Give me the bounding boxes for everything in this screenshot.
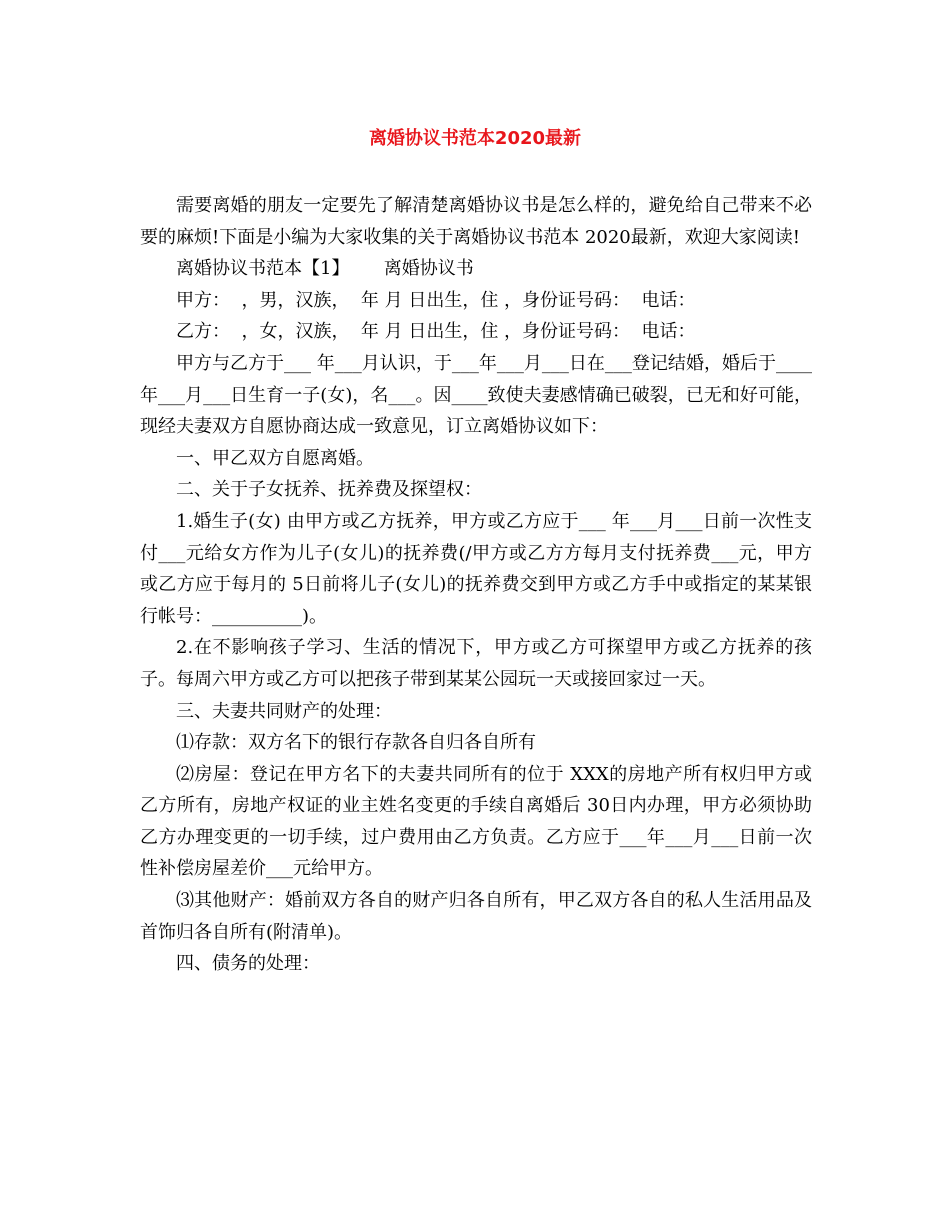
party-b-line: 乙方： ，女，汉族， 年 月 日出生，住 ，身份证号码： 电话： [176,321,696,343]
clause-3-other-property: ⑶其他财产：婚前双方各自的财产归各自所有，甲乙双方各自的私人生活用品及首饰归各自所有(附清单)。 [140,890,812,943]
marriage-background-paragraph: 甲方与乙方于___ 年___月认识，于___年___月___日在___登记结婚，婚后于____年___月___日生育一子(女)，名___。因____致使夫妻感情确已破裂，已无和好可能，现经夫妻双方自愿协商达成一致意见，订立离婚协议如下： [140,352,812,438]
document-title: 离婚协议书范本2020最新 [368,128,582,149]
clause-3-house: ⑵房屋：登记在甲方名下的夫妻共同所有的位于 XXX的房地产所有权归甲方或乙方所有，房地产权证的业主姓名变更的手续自离婚后 30日内办理，甲方必须协助乙方办理变更的一切手续，过户费用由乙方负责。乙方应于___年___月___日前一次性补偿房屋差价___元给甲方。 [140,763,812,880]
sample-heading: 离婚协议书范本【1】 离婚协议书 [176,258,474,280]
document-body [140,190,812,980]
clause-2-item-2: 2.在不影响孩子学习、生活的情况下，甲方或乙方可探望甲方或乙方抚养的孩子。每周六甲方或乙方可以把孩子带到某某公园玩一天或接回家过一天。 [140,637,812,690]
party-a-line: 甲方： ，男，汉族， 年 月 日出生，住 ，身份证号码： 电话： [176,289,696,311]
clause-2-item-1: 1.婚生子(女) 由甲方或乙方抚养，甲方或乙方应于___ 年___月___日前一次性支付___元给女方作为儿子(女儿)的抚养费(/甲方或乙方方每月支付抚养费___元，甲方或乙方应于每月的 5日前将儿子(女儿)的抚养费交到甲方或乙方手中或指定的某某银行帐号：__________)。 [140,510,812,627]
clause-3-deposits: ⑴存款：双方名下的银行存款各自归各自所有 [176,732,536,754]
clause-2-heading: 二、关于子女抚养、抚养费及探望权： [176,479,482,501]
clause-3-heading: 三、夫妻共同财产的处理： [176,700,392,722]
intro-paragraph: 需要离婚的朋友一定要先了解清楚离婚协议书是怎么样的，避免给自己带来不必要的麻烦!下面是小编为大家收集的关于离婚协议书范本 2020最新，欢迎大家阅读! [140,195,812,248]
clause-4-heading: 四、债务的处理： [176,953,320,975]
clause-1: 一、甲乙双方自愿离婚。 [176,447,374,469]
